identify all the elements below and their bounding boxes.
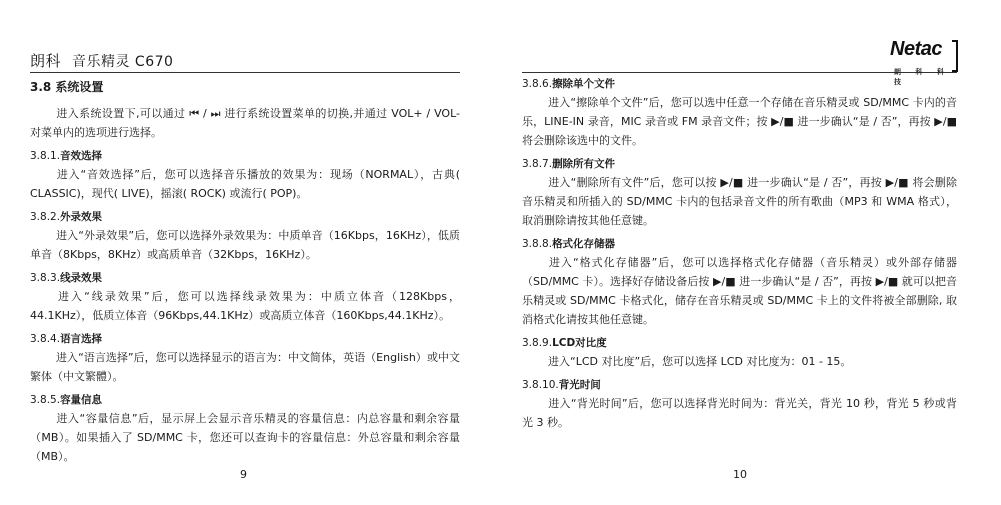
subsection-text: 进入“容量信息”后，显示屏上会显示音乐精灵的容量信息：内总容量和剩余容量（MB）。如果插入了 SD/MMC 卡，您还可以查询卡的容量信息：外总容量和剩余容量（MB）。 (30, 412, 460, 463)
subsection: 3.8.6.擦除单个文件 进入“擦除单个文件”后，您可以选中任意一个存储在音乐精灵或 SD/MMC 卡内的音乐，LINE-IN 录音，MIC 录音或 FM 录音文件；按 ▶/■ 进一步确认“是 / 否”，再按 ▶/■ 将会删除该选中的文件。 (522, 76, 957, 150)
subsection-text: 进入“线录效果”后，您可以选择线录效果为：中质立体音（128Kbps，44.1KHz），低质立体音（96Kbps,44.1KHz）或高质立体音（160Kbps,44.1KHz）。 (30, 290, 460, 322)
section-title: 3.8 系统设置 (30, 80, 104, 94)
subsection: 3.8.4.语言选择 进入“语言选择”后，您可以选择显示的语言为：中文简体，英语（English）或中文繁体（中文繁體）。 (30, 331, 460, 386)
subsection-text: 进入“外录效果”后，您可以选择外录效果为：中质单音（16Kbps，16KHz），低质单音（8Kbps，8KHz）或高质单音（32Kbps，16KHz）。 (30, 229, 460, 261)
logo-word: Netac (890, 38, 942, 60)
logo-bracket (952, 40, 958, 72)
subsection: 3.8.8.格式化存储器 进入“格式化存储器”后，您可以选择格式化存储器（音乐精灵）或外部存储器（SD/MMC 卡）。选择好存储设备后按 ▶/■ 进一步确认“是 / 否”，再按 ▶/■ 就可以把音乐精灵或 SD/MMC 卡格式化，储存在音乐精灵或 SD/MMC 卡上的文件将被全部删除, 取消格式化请按其他任意键。 (522, 236, 957, 329)
subsection-title: LCD对比度 (552, 337, 607, 349)
subsection: 3.8.1.音效选择 进入“音效选择”后，您可以选择音乐播放的效果为：现场（NORMAL），古典( CLASSIC)，现代( LIVE)，摇滚( ROCK) 或流行( POP)。 (30, 148, 460, 203)
subsection-text: 进入“音效选择”后，您可以选择音乐播放的效果为：现场（NORMAL），古典( CLASSIC)，现代( LIVE)，摇滚( ROCK) 或流行( POP)。 (30, 168, 460, 200)
subsection: 3.8.2.外录效果 进入“外录效果”后，您可以选择外录效果为：中质单音（16Kbps，16KHz），低质单音（8Kbps，8KHz）或高质单音（32Kbps，16KHz）。 (30, 209, 460, 264)
subsection-text: 进入“语言选择”后，您可以选择显示的语言为：中文简体，英语（English）或中文繁体（中文繁體）。 (30, 351, 460, 383)
subsection: 3.8.3.线录效果 进入“线录效果”后，您可以选择线录效果为：中质立体音（128Kbps，44.1KHz），低质立体音（96Kbps,44.1KHz）或高质立体音（160Kbps,44.1KHz）。 (30, 270, 460, 325)
left-page (30, 76, 460, 466)
header-rule-left (30, 72, 460, 73)
header-rule-right (522, 72, 957, 73)
subsection-title: 音效选择 (60, 150, 103, 162)
subsection-title: 外录效果 (60, 211, 103, 223)
subsection: 3.8.5.容量信息 进入“容量信息”后，显示屏上会显示音乐精灵的容量信息：内总容量和剩余容量（MB）。如果插入了 SD/MMC 卡，您还可以查询卡的容量信息：外总容量和剩余容量（MB）。 (30, 392, 460, 466)
subsection-text: 进入“格式化存储器”后，您可以选择格式化存储器（音乐精灵）或外部存储器（SD/MMC 卡）。选择好存储设备后按 ▶/■ 进一步确认“是 / 否”，再按 ▶/■ 就可以把音乐精灵或 SD/MMC 卡格式化，储存在音乐精灵或 SD/MMC 卡上的文件将被全部删除, 取消格式化请按其他任意键。 (522, 256, 957, 326)
netac-logo (888, 38, 958, 86)
brand-name: 朗科 (30, 52, 62, 70)
subsection-title: 线录效果 (60, 272, 103, 284)
product-name: 音乐精灵 C670 (71, 54, 174, 70)
subsection-title: 格式化存储器 (552, 238, 616, 250)
subsection-text: 进入“LCD 对比度”后，您可以选择 LCD 对比度为：01 - 15。 (548, 355, 852, 368)
subsection-title: 容量信息 (60, 394, 103, 406)
right-page (522, 76, 957, 432)
subsection: 3.8.7.删除所有文件 进入“删除所有文件”后，您可以按 ▶/■ 进一步确认“是 / 否”，再按 ▶/■ 将会删除音乐精灵和所插入的 SD/MMC 卡内的包括录音文件的所有歌曲（MP3 和 WMA 格式），取消删除请按其他任意键。 (522, 156, 957, 230)
subsection-text: 进入“擦除单个文件”后，您可以选中任意一个存储在音乐精灵或 SD/MMC 卡内的音乐，LINE-IN 录音，MIC 录音或 FM 录音文件；按 ▶/■ 进一步确认“是 / 否”，再按 ▶/■ 将会删除该选中的文件。 (522, 96, 957, 147)
page-number-left: 9 (240, 468, 247, 481)
subsection-title: 语言选择 (60, 333, 103, 345)
section-intro: 进入系统设置下,可以通过 ⏮ / ⏭ 进行系统设置菜单的切换,并通过 VOL+ / VOL- 对菜单内的选项进行选择。 (30, 107, 460, 139)
subsection-text: 进入“背光时间”后，您可以选择背光时间为：背光关，背光 10 秒，背光 5 秒或背光 3 秒。 (522, 397, 957, 429)
header-title (30, 50, 173, 71)
logo-subtext: 朗 科 科 技 (894, 68, 950, 86)
subsection-title: 擦除单个文件 (552, 78, 616, 90)
subsection-title: 删除所有文件 (552, 158, 616, 170)
subsection: 3.8.9.LCD对比度 进入“LCD 对比度”后，您可以选择 LCD 对比度为：01 - 15。 (522, 335, 957, 371)
subsection: 3.8.10.背光时间 进入“背光时间”后，您可以选择背光时间为：背光关，背光 10 秒，背光 5 秒或背光 3 秒。 (522, 377, 957, 432)
page-number-right: 10 (733, 468, 747, 481)
subsection-text: 进入“删除所有文件”后，您可以按 ▶/■ 进一步确认“是 / 否”，再按 ▶/■ 将会删除音乐精灵和所插入的 SD/MMC 卡内的包括录音文件的所有歌曲（MP3 和 WMA 格式），取消删除请按其他任意键。 (522, 176, 957, 227)
subsection-title: 背光时间 (558, 379, 601, 391)
